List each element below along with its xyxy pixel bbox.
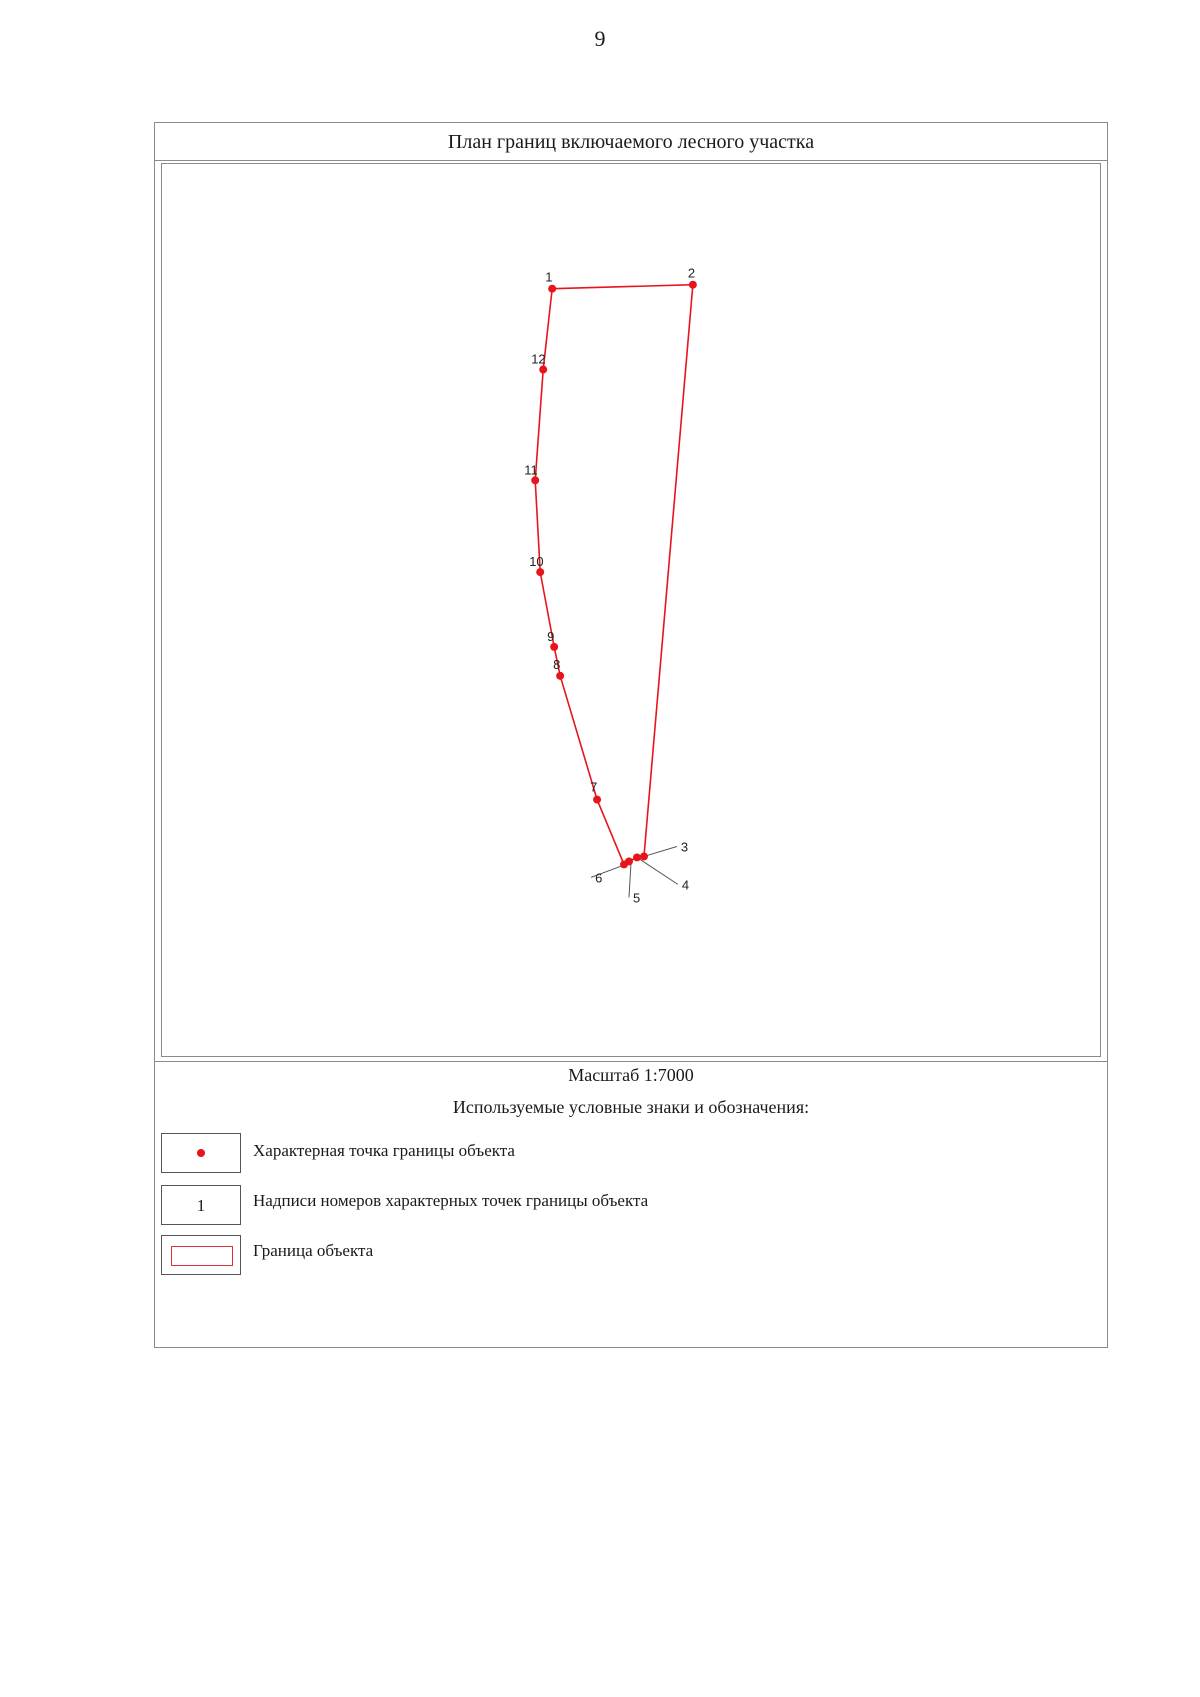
plan-frame bbox=[154, 122, 1108, 1348]
boundary-point-3 bbox=[640, 852, 648, 860]
point-leader-line bbox=[629, 862, 631, 897]
legend-symbol-box bbox=[161, 1185, 241, 1225]
legend-symbol-box bbox=[161, 1235, 241, 1275]
plan-title: План границ включаемого лесного участка bbox=[155, 123, 1107, 161]
point-label-1: 1 bbox=[545, 269, 553, 285]
point-dot-icon bbox=[197, 1149, 205, 1157]
scale-label: Масштаб 1:7000 bbox=[568, 1065, 694, 1085]
boundary-point-11 bbox=[531, 476, 539, 484]
point-label-12: 12 bbox=[531, 351, 546, 367]
point-leader-line bbox=[644, 846, 677, 856]
legend-divider bbox=[155, 1061, 1107, 1062]
legend-title: Используемые условные знаки и обозначения: bbox=[452, 1097, 810, 1117]
point-label-6: 6 bbox=[595, 870, 603, 886]
boundary-point-1 bbox=[548, 285, 556, 293]
point-label-11: 11 bbox=[524, 462, 538, 478]
boundary-point-10 bbox=[536, 568, 544, 576]
legend-label: Характерная точка границы объекта bbox=[253, 1141, 515, 1160]
object-boundary bbox=[535, 285, 693, 865]
page-number: 9 bbox=[594, 26, 606, 51]
map-area bbox=[161, 163, 1101, 1057]
point-leader-line bbox=[637, 857, 678, 884]
point-label-3: 3 bbox=[680, 839, 689, 855]
point-label-4: 4 bbox=[681, 877, 690, 893]
point-label-2: 2 bbox=[687, 265, 696, 281]
boundary-point-12 bbox=[539, 366, 547, 374]
number-symbol: 1 bbox=[196, 1196, 206, 1215]
boundary-point-4 bbox=[633, 853, 641, 861]
point-label-10: 10 bbox=[529, 554, 544, 570]
point-label-5: 5 bbox=[632, 890, 641, 906]
point-label-7: 7 bbox=[590, 779, 598, 795]
legend-label: Граница объекта bbox=[253, 1241, 374, 1260]
boundary-map bbox=[162, 164, 1100, 1056]
boundary-point-2 bbox=[689, 281, 697, 289]
point-label-8: 8 bbox=[553, 656, 561, 672]
boundary-point-6 bbox=[620, 860, 628, 868]
boundary-point-7 bbox=[593, 796, 601, 804]
boundary-line-icon bbox=[171, 1246, 233, 1266]
boundary-point-9 bbox=[550, 643, 558, 651]
point-label-9: 9 bbox=[547, 628, 555, 644]
legend-label: Надписи номеров характерных точек границы объекта bbox=[253, 1191, 649, 1210]
boundary-point-8 bbox=[556, 672, 564, 680]
legend-symbol-box bbox=[161, 1133, 241, 1173]
